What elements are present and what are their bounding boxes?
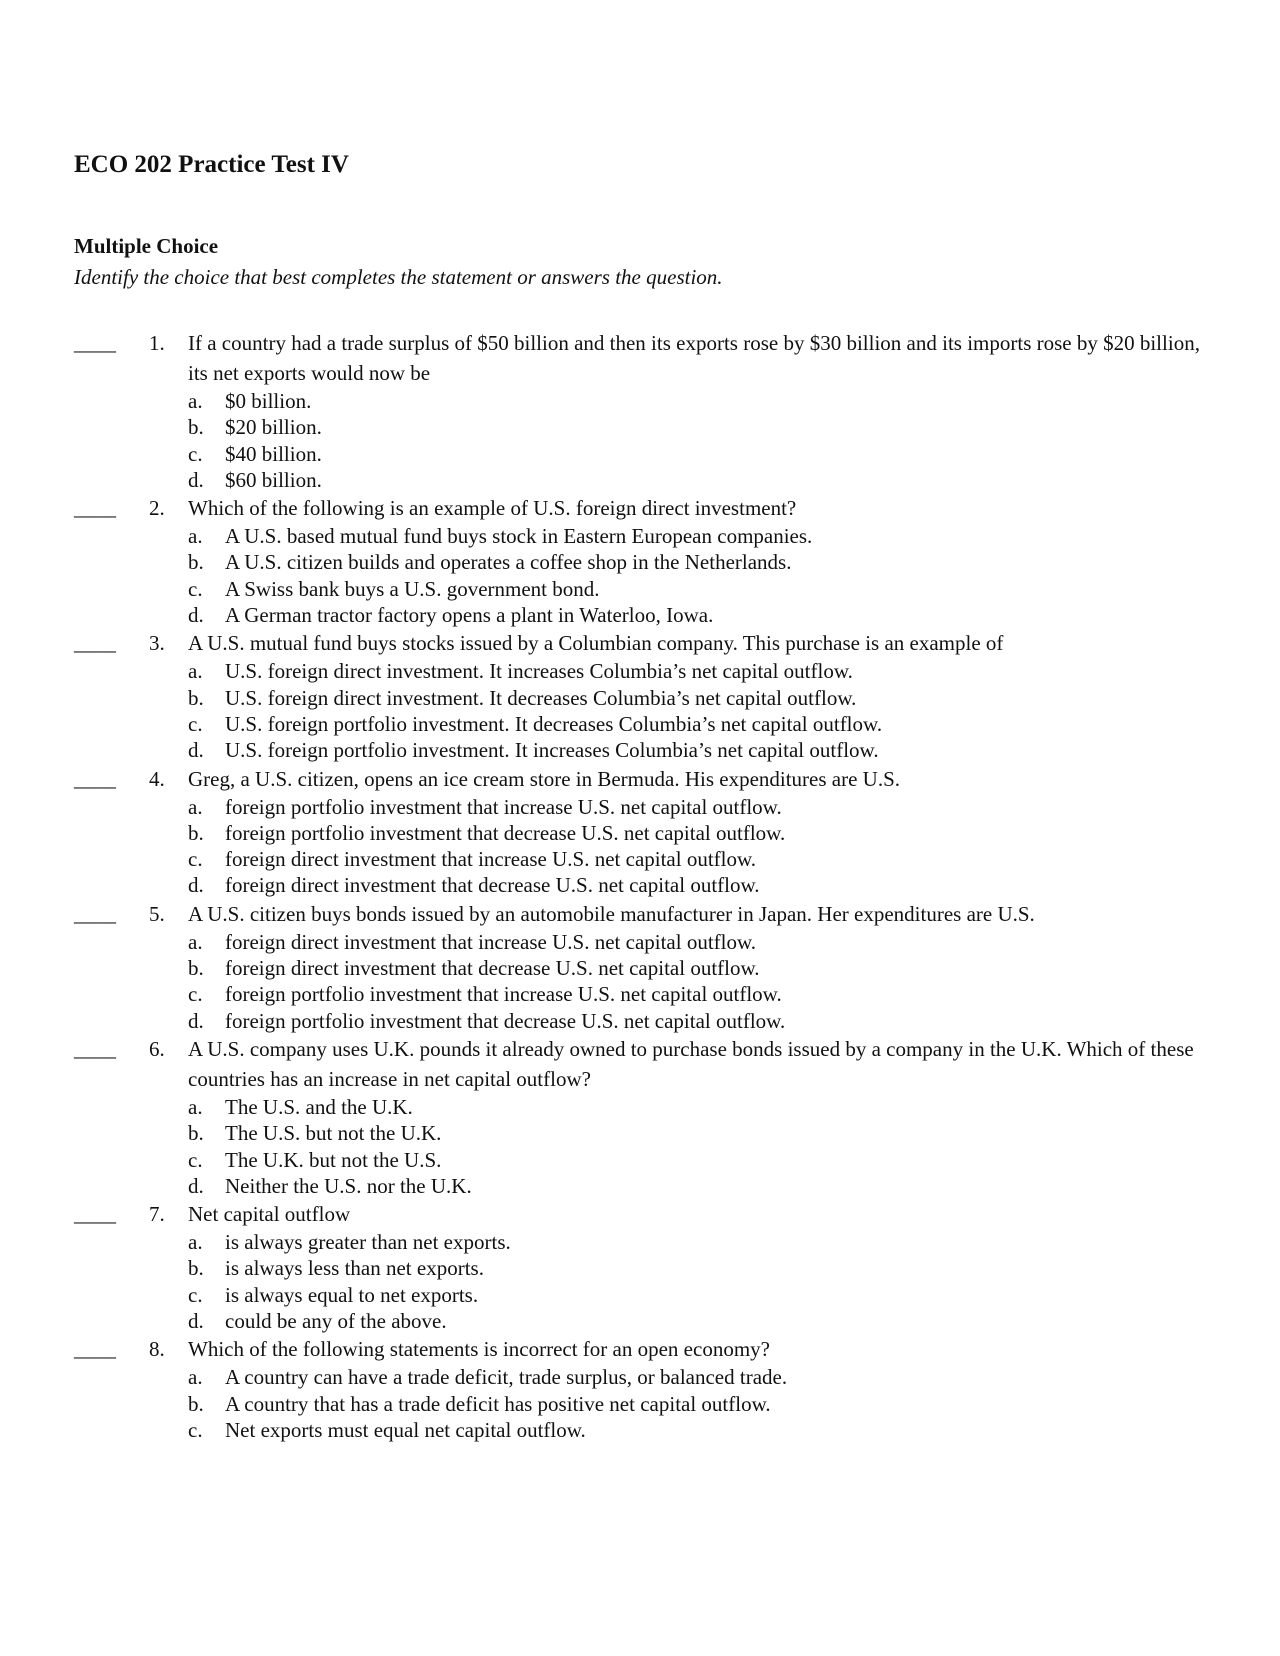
choice-item: [188, 929, 1214, 955]
choice-letter: c.: [188, 1417, 203, 1442]
choice-item: [188, 388, 1214, 414]
question-stem: Net capital outflow: [188, 1202, 351, 1227]
choice-letter: c.: [188, 576, 203, 601]
answer-blank: ____: [74, 766, 116, 791]
choice-text: A U.S. based mutual fund buys stock in Eastern European companies.: [225, 524, 813, 549]
choice-text: U.S. foreign portfolio investment. It increases Columbia’s net capital outflow.: [225, 738, 879, 763]
choice-text: is always greater than net exports.: [225, 1230, 511, 1255]
answer-blank: ____: [74, 1036, 116, 1061]
question-number: 1.: [149, 331, 165, 355]
answer-blank: ____: [74, 331, 116, 355]
section-heading: Multiple Choice: [74, 234, 219, 258]
choice-item: [188, 576, 1214, 602]
choice-text: foreign portfolio investment that increase U.S. net capital outflow.: [225, 794, 782, 819]
choice-text: A Swiss bank buys a U.S. government bond.: [225, 576, 600, 601]
choice-list: [188, 1364, 1214, 1443]
choice-letter: a.: [188, 389, 203, 413]
question-number: 4.: [149, 766, 165, 791]
choice-text: Neither the U.S. nor the U.K.: [225, 1173, 472, 1198]
choice-text: Net exports must equal net capital outflow.: [225, 1417, 586, 1442]
question-number: 8.: [149, 1337, 165, 1362]
choice-text: is always equal to net exports.: [225, 1282, 479, 1307]
choice-text: $40 billion.: [225, 441, 322, 466]
question-list: [74, 328, 1214, 1443]
choice-list: [188, 523, 1214, 628]
choice-item: [188, 955, 1214, 981]
question-1: [74, 328, 1214, 493]
question-4: [74, 764, 1214, 899]
choice-text: is always less than net exports.: [225, 1256, 484, 1281]
choice-list: [188, 794, 1214, 899]
choice-list: [188, 388, 1214, 493]
choice-text: U.S. foreign direct investment. It increases Columbia’s net capital outflow.: [225, 659, 853, 684]
choice-letter: a.: [188, 1365, 203, 1390]
choice-item: [188, 794, 1214, 820]
choice-item: [188, 467, 1214, 493]
choice-letter: b.: [188, 415, 204, 440]
choice-item: [188, 523, 1214, 549]
choice-item: [188, 1120, 1214, 1146]
choice-item: [188, 549, 1214, 575]
question-number: 6.: [149, 1036, 165, 1061]
question-3: [74, 628, 1214, 763]
choice-text: The U.S. but not the U.K.: [225, 1121, 442, 1146]
choice-item: [188, 1417, 1214, 1443]
choice-letter: b.: [188, 550, 204, 575]
choice-text: A country can have a trade deficit, trade surplus, or balanced trade.: [225, 1365, 788, 1390]
choice-text: A U.S. citizen builds and operates a coffee shop in the Netherlands.: [225, 550, 792, 575]
choice-letter: c.: [188, 847, 203, 872]
choice-letter: b.: [188, 956, 204, 981]
question-2: [74, 493, 1214, 628]
choice-item: [188, 846, 1214, 872]
choice-item: [188, 820, 1214, 846]
choice-text: A German tractor factory opens a plant in Waterloo, Iowa.: [225, 603, 714, 628]
choice-text: foreign direct investment that increase U.S. net capital outflow.: [225, 847, 757, 872]
choice-letter: a.: [188, 659, 203, 684]
choice-letter: b.: [188, 820, 204, 845]
choice-item: [188, 1008, 1214, 1034]
question-5: [74, 899, 1214, 1034]
choice-list: [188, 1229, 1214, 1334]
choice-list: [188, 658, 1214, 763]
question-number: 7.: [149, 1202, 165, 1227]
choice-text: could be any of the above.: [225, 1309, 447, 1334]
choice-text: A country that has a trade deficit has positive net capital outflow.: [225, 1391, 771, 1416]
question-number: 3.: [149, 631, 165, 656]
choice-letter: b.: [188, 1121, 204, 1146]
choice-item: [188, 441, 1214, 467]
choice-letter: a.: [188, 1230, 203, 1255]
choice-letter: b.: [188, 685, 204, 710]
choice-item: [188, 1255, 1214, 1281]
choice-letter: a.: [188, 1094, 203, 1119]
choice-text: $20 billion.: [225, 415, 322, 440]
answer-blank: ____: [74, 1202, 116, 1227]
choice-letter: d.: [188, 873, 204, 898]
choice-item: [188, 1308, 1214, 1334]
choice-item: [188, 658, 1214, 684]
question-stem: Which of the following is an example of U.S. foreign direct investment?: [188, 496, 797, 521]
question-6: [74, 1034, 1214, 1199]
choice-letter: b.: [188, 1256, 204, 1281]
choice-text: foreign portfolio investment that increase U.S. net capital outflow.: [225, 982, 782, 1007]
choice-letter: c.: [188, 441, 203, 466]
question-stem: A U.S. company uses U.K. pounds it already owned to purchase bonds issued by a company in the U.K. Which of these countries has an increase in net capital outflow?: [188, 1036, 1194, 1091]
choice-letter: d.: [188, 738, 204, 763]
choice-text: $0 billion.: [225, 389, 312, 413]
question-stem: Greg, a U.S. citizen, opens an ice cream store in Bermuda. His expenditures are U.S.: [188, 766, 901, 791]
choice-text: foreign portfolio investment that decrease U.S. net capital outflow.: [225, 820, 786, 845]
question-stem: Which of the following statements is incorrect for an open economy?: [188, 1337, 770, 1362]
choice-item: [188, 685, 1214, 711]
question-stem: A U.S. mutual fund buys stocks issued by a Columbian company. This purchase is an example of: [188, 631, 1004, 656]
question-stem: If a country had a trade surplus of $50 billion and then its exports rose by $30 billion and its imports rose by $20 billion, its net exports would now be: [188, 331, 1200, 385]
choice-item: [188, 981, 1214, 1007]
choice-letter: a.: [188, 794, 203, 819]
question-stem: A U.S. citizen buys bonds issued by an automobile manufacturer in Japan. Her expenditures are U.S.: [188, 901, 1035, 926]
choice-item: [188, 1391, 1214, 1417]
choice-letter: c.: [188, 1282, 203, 1307]
choice-text: foreign direct investment that decrease U.S. net capital outflow.: [225, 873, 760, 898]
choice-item: [188, 711, 1214, 737]
choice-item: [188, 1229, 1214, 1255]
choice-item: [188, 872, 1214, 898]
question-number: 5.: [149, 901, 165, 926]
choice-item: [188, 737, 1214, 763]
choice-text: foreign direct investment that increase U.S. net capital outflow.: [225, 929, 757, 954]
question-number: 2.: [149, 496, 165, 521]
answer-blank: ____: [74, 631, 116, 656]
question-8: [74, 1334, 1214, 1443]
choice-item: [188, 1364, 1214, 1390]
choice-text: foreign direct investment that decrease U.S. net capital outflow.: [225, 956, 760, 981]
choice-item: [188, 602, 1214, 628]
choice-letter: c.: [188, 982, 203, 1007]
choice-letter: d.: [188, 603, 204, 628]
choice-text: U.S. foreign portfolio investment. It decreases Columbia’s net capital outflow.: [225, 711, 883, 736]
choice-item: [188, 1147, 1214, 1173]
choice-letter: d.: [188, 467, 204, 492]
choice-letter: c.: [188, 1147, 203, 1172]
choice-letter: c.: [188, 711, 203, 736]
answer-blank: ____: [74, 496, 116, 521]
choice-text: $60 billion.: [225, 467, 322, 492]
choice-list: [188, 929, 1214, 1034]
choice-letter: d.: [188, 1309, 204, 1334]
choice-item: [188, 1094, 1214, 1120]
choice-list: [188, 1094, 1214, 1199]
choice-item: [188, 1282, 1214, 1308]
choice-item: [188, 1173, 1214, 1199]
question-7: [74, 1199, 1214, 1334]
choice-text: The U.K. but not the U.S.: [225, 1147, 442, 1172]
choice-letter: d.: [188, 1173, 204, 1198]
choice-letter: a.: [188, 524, 203, 549]
choice-text: foreign portfolio investment that decrease U.S. net capital outflow.: [225, 1008, 786, 1033]
choice-text: U.S. foreign direct investment. It decreases Columbia’s net capital outflow.: [225, 685, 857, 710]
instructions: Identify the choice that best completes the statement or answers the question.: [74, 265, 723, 289]
choice-letter: b.: [188, 1391, 204, 1416]
choice-item: [188, 414, 1214, 440]
choice-text: The U.S. and the U.K.: [225, 1094, 413, 1119]
answer-blank: ____: [74, 901, 116, 926]
answer-blank: ____: [74, 1337, 116, 1362]
page-title: ECO 202 Practice Test IV: [74, 151, 349, 178]
choice-letter: a.: [188, 929, 203, 954]
choice-letter: d.: [188, 1008, 204, 1033]
